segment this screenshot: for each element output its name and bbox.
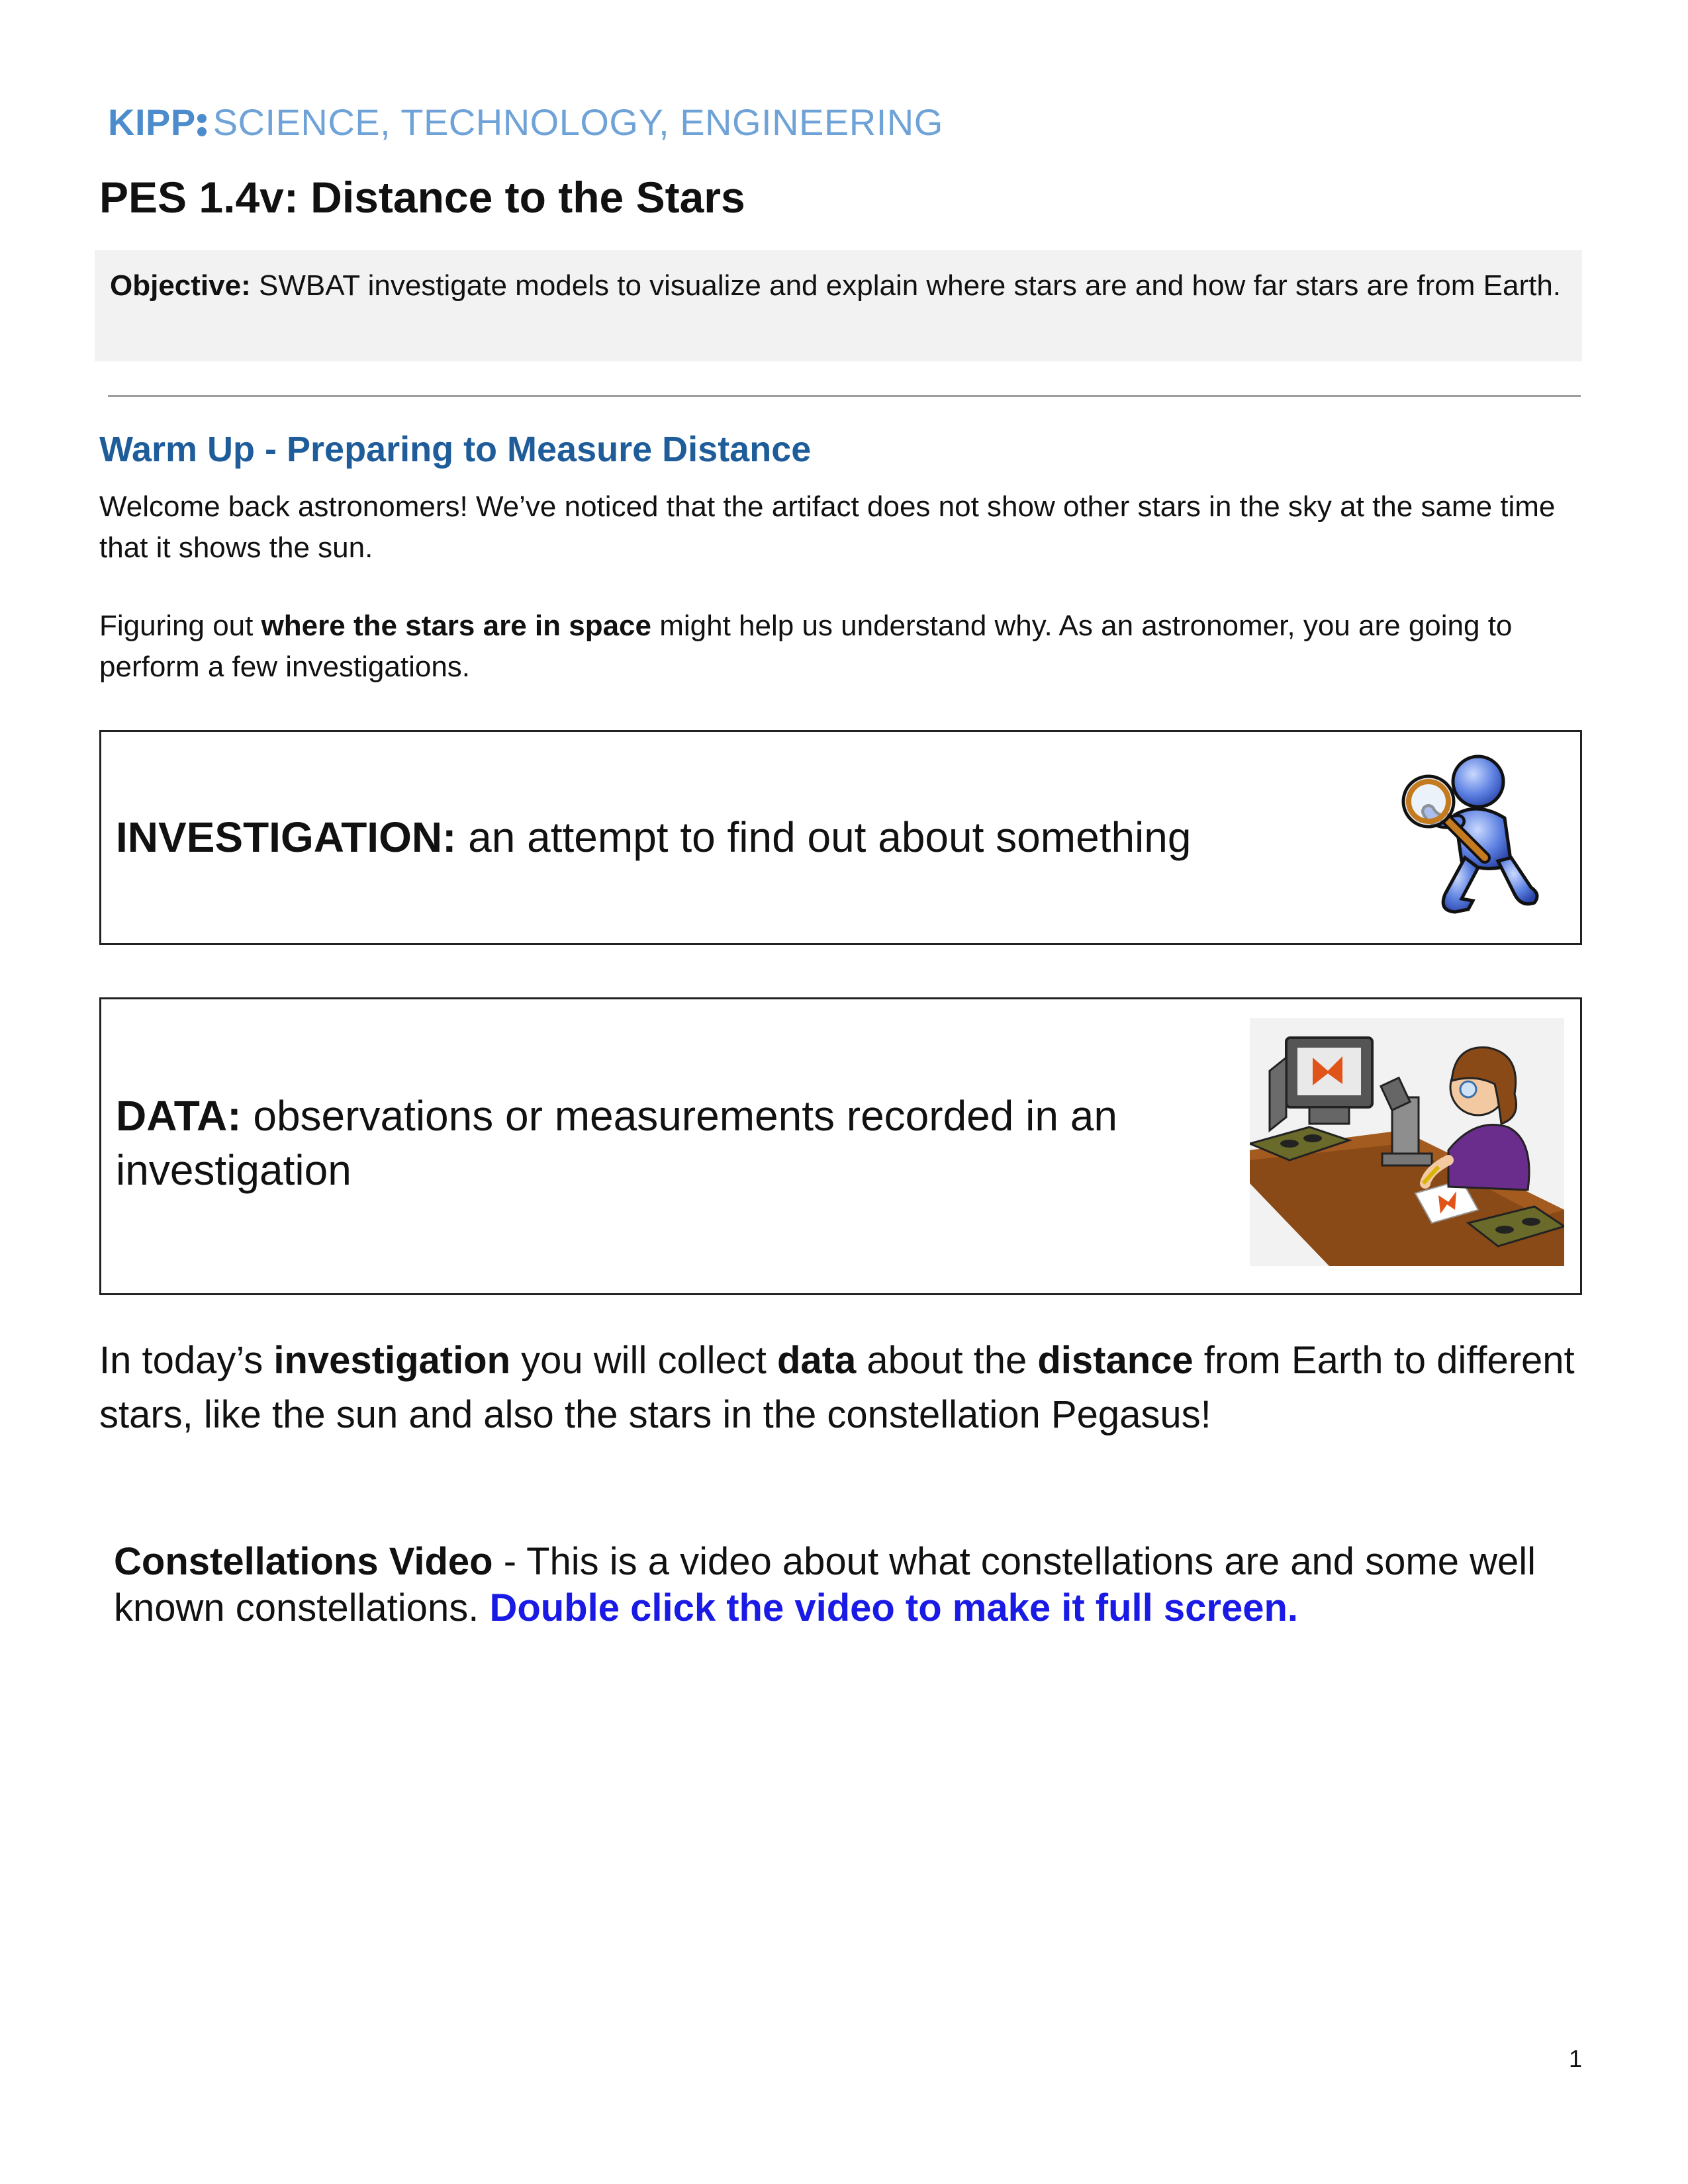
divider <box>108 395 1581 397</box>
detective-magnifier-icon <box>1399 752 1544 924</box>
today-text-4: from Earth to different stars, like the sun and also the stars in the constellation Pegasus! <box>99 1339 1575 1436</box>
brand-subject: SCIENCE, TECHNOLOGY, ENGINEERING <box>212 101 943 143</box>
definition-meaning: observations or measurements recorded in an investigation <box>116 1092 1117 1194</box>
scientist-at-desk-icon <box>1250 1018 1564 1266</box>
today-text-2: you will collect <box>510 1339 777 1382</box>
p2-text-after: might help us understand why. As an astronomer, you are going to perform a few investigations. <box>99 610 1513 683</box>
p2-bold: where the stars are in space <box>261 610 651 642</box>
page-number: 1 <box>1569 2045 1583 2072</box>
brand-kipp: KIPP <box>108 101 196 143</box>
today-bold-distance: distance <box>1037 1339 1194 1382</box>
objective-label: Objective: <box>110 269 251 302</box>
today-text-3: about the <box>856 1339 1038 1382</box>
definition-box-investigation <box>99 730 1582 945</box>
p2-text-before: Figuring out <box>99 610 261 642</box>
objective-text: SWBAT investigate models to visualize and explain where stars are and how far stars are from Earth. <box>250 269 1562 302</box>
objective-box <box>95 250 1582 361</box>
today-paragraph <box>99 1334 1595 1442</box>
page-title: PES 1.4v: Distance to the Stars <box>99 173 745 222</box>
warmup-heading: Warm Up - Preparing to Measure Distance <box>99 430 812 469</box>
video-text: - This is a video about what constellations are and some well known constellations. <box>114 1540 1536 1629</box>
definition-text <box>116 810 1191 864</box>
brand-logo <box>108 101 943 144</box>
warmup-paragraph-1: Welcome back astronomers! We’ve noticed that the artifact does not show other stars in the sky at the same time that it shows the sun. <box>99 490 1556 564</box>
definition-text <box>116 1089 1208 1197</box>
today-text-1: In today’s <box>99 1339 274 1382</box>
video-description <box>114 1539 1590 1631</box>
video-label: Constellations Video <box>114 1540 493 1583</box>
definition-term: DATA: <box>116 1092 242 1140</box>
brand-dots-icon <box>197 110 209 140</box>
definition-term: INVESTIGATION: <box>116 813 457 861</box>
definition-box-data <box>99 997 1582 1295</box>
today-bold-data: data <box>776 1339 857 1382</box>
warmup-paragraph-2 <box>99 606 1582 688</box>
today-bold-investigation: investigation <box>273 1339 511 1382</box>
definition-meaning: an attempt to find out about something <box>456 813 1192 861</box>
video-fullscreen-instruction: Double click the video to make it full screen. <box>489 1586 1299 1629</box>
